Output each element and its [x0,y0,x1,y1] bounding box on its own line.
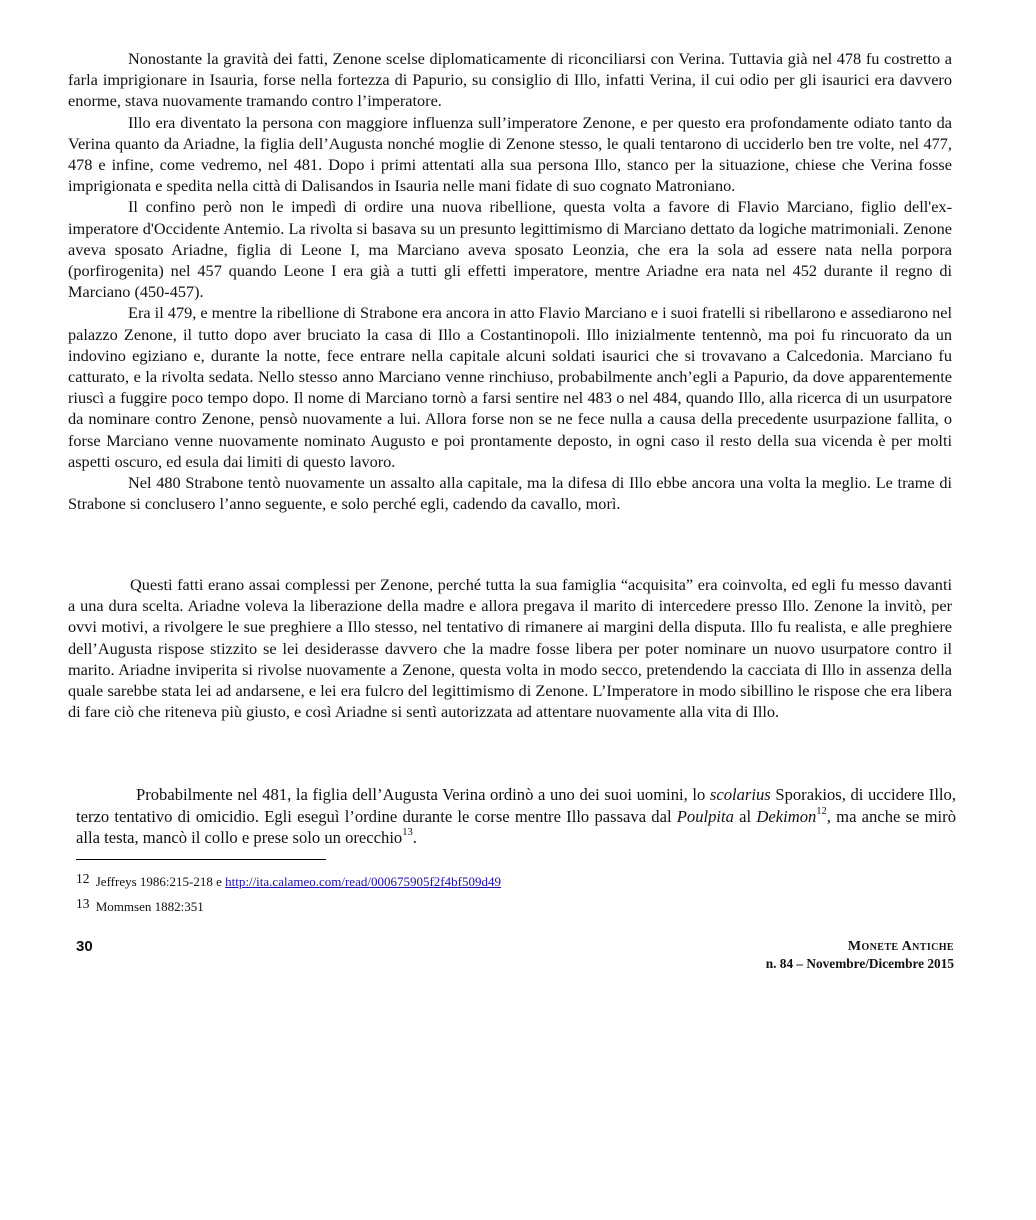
magazine-name: Monete Antiche [847,939,954,954]
running-footer [766,938,954,972]
italic-term: Poulpita [676,806,734,826]
footnote-13 [76,893,501,918]
issue-info: n. 84 – Novembre/Dicembre 2015 [765,956,954,971]
footnote-12 [76,868,501,893]
footnote-divider [76,859,326,860]
main-text-top [68,48,952,514]
text-run: Sporakios, di uccidere Illo, terzo tentativo di omicidio. Egli eseguì l’ordine durante le corse mentre Illo passava dal [76,785,956,826]
main-text-middle [68,574,952,722]
footnote-text: Mommsen 1882:351 [95,899,204,914]
footnote-number: 12 [76,871,90,886]
footnote-number: 13 [76,896,90,911]
text-run: . [412,828,417,847]
footnote-reference[interactable]: 12 [816,805,827,817]
footnotes [76,868,501,918]
paragraph: Nel 480 Strabone tentò nuovamente un assalto alla capitale, ma la difesa di Illo ebbe ancora una volta la meglio. Le trame di Strabone si conclusero l’anno seguente, e solo perché egli, cadendo da cavallo, morì. [68,473,952,514]
paragraph: Il confino però non le impedì di ordire una nuova ribellione, questa volta a favore di Flavio Marciano, figlio dell'ex-imperatore d'Occidente Antemio. La rivolta si basava su un presunto legittimismo di Marciano dettato da logiche matrimoniali. Zenone aveva sposato Ariadne, figlia di Leone I, ma Marciano aveva sposato Leonzia, che era la sola ad essere nata nella porpora (porfirogenita) nel 457 quando Leone I era già a tutti gli effetti imperatore, mentre Ariadne era nata nel 452 durante il regno di Marciano (450-457). [68,197,952,302]
footnote-reference[interactable]: 13 [402,827,413,839]
text-run: al [733,806,757,826]
paragraph: Illo era diventato la persona con maggiore influenza sull’imperatore Zenone, e per questo era profondamente odiato tanto da Verina quanto da Ariadne, la figlia dell’Augusta nonché moglie di Zenone stesso, le quali tentarono di ucciderlo ben tre volte, nel 477, 478 e infine, come vedremo, nel 481. Dopo i primi attentati alla sua persona Illo, stanco per la situazione, chiese che Verina fosse imprigionata e spedita nella città di Dalisandos in Isauria nelle mani fidate di suo cognato Matroniano. [68,112,952,196]
main-text-last [76,784,956,849]
footnote-text: Jeffreys 1986:215-218 e [95,874,226,889]
paragraph: Nonostante la gravità dei fatti, Zenone scelse diplomaticamente di riconciliarsi con Verina. Tuttavia già nel 478 fu costretto a farla imprigionare in Isauria, forse nella fortezza di Papurio, su consiglio di Illo, infatti Verina, il cui odio per gli isaurici era davvero enorme, stava nuovamente tramando contro l’imperatore. [68,49,952,111]
paragraph [76,784,956,849]
text-run: Probabilmente nel 481, la figlia dell’Augusta Verina ordinò a uno dei suoi uomini, lo [136,785,710,804]
text-run: , ma anche se mirò alla testa, mancò il collo e prese solo un orecchio [76,806,956,847]
page-number: 30 [76,938,93,955]
paragraph: Questi fatti erano assai complessi per Zenone, perché tutta la sua famiglia “acquisita” era coinvolta, ed egli fu messo davanti a una dura scelta. Ariadne voleva la liberazione della madre e allora pregava il marito di intercedere presso Illo. Zenone la invitò, per ovvi motivi, a rivolgere le sue preghiere a Illo stesso, nel tentativo di rimanere ai margini della disputa. Illo fu realista, e alle preghiere dell’Augusta rispose stizzito se lei desiderasse davvero che la madre fosse libera per poter nominare un nuovo usurpatore contro il marito. Ariadne inviperita si rivolse nuovamente a Zenone, questa volta in modo secco, pretendendo la cacciata di Illo in assenza della quale sarebbe stata lei ad andarsene, e lei era fulcro del legittimismo di Zenone. L’Imperatore in modo sibillino le rispose che era libera di fare ciò che riteneva più giusto, e così Ariadne si sentì autorizzata ad attentare nuovamente alla vita di Illo. [68,575,952,722]
italic-term: Dekimon [756,806,817,826]
paragraph: Era il 479, e mentre la ribellione di Strabone era ancora in atto Flavio Marciano e i suoi fratelli si ribellarono e assediarono nel palazzo Zenone, il tutto dopo aver bruciato la casa di Illo a Costantinopoli. Illo inizialmente tentennò, ma poi fu rincuorato da un indovino egiziano e, durante la notte, fece entrare nella capitale alcuni soldati isaurici che si trovavano a Calcedonia. Marciano fu catturato, e la rivolta sedata. Nello stesso anno Marciano venne rinchiuso, probabilmente anch’egli a Papurio, da dove apparentemente riuscì a fuggire poco tempo dopo. Il nome di Marciano tornò a farsi sentire nel 483 o nel 484, quando Illo, alla ricerca di un usurpatore da nominare contro Zenone, pensò nuovamente a lui. Allora forse non se ne fece nulla a causa della precedente usurpazione fallita, o forse Marciano venne nuovamente nominato Augusto e poi prontamente deposto, in ogni caso il resto della sua vicenda è per molti aspetti oscuro, ed esula dai limiti di questo lavoro. [68,303,952,471]
italic-term: scolarius [709,785,771,804]
footnote-link[interactable]: http://ita.calameo.com/read/000675905f2f4bf509d49 [225,874,501,889]
